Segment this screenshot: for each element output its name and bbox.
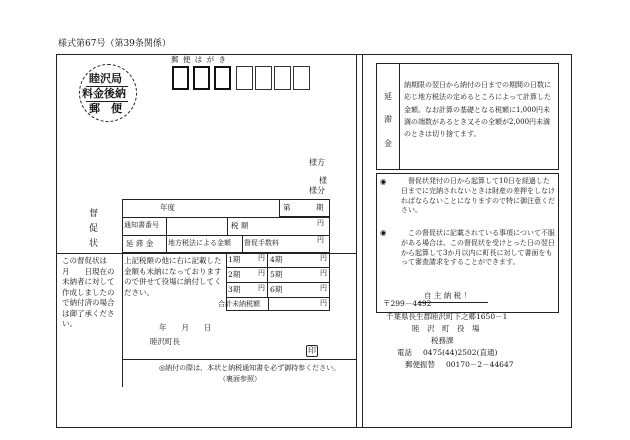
tax-amount-label: 税 額 xyxy=(231,221,249,230)
total-unpaid-label: 合計未納税額 xyxy=(218,300,260,308)
notice-label-char-1: 督 xyxy=(89,209,99,219)
period-grid-col xyxy=(267,253,268,297)
notice-label-char-2: 促 xyxy=(89,224,99,234)
late-fee-char-1: 延 xyxy=(384,92,392,101)
period-5-unit: 円 xyxy=(320,269,327,277)
transfer-account: 00170－2－44647 xyxy=(446,360,514,369)
period-3-label: 3期 xyxy=(228,285,241,294)
issue-date: 年 月 日 xyxy=(159,323,212,332)
period-grid-row-3 xyxy=(226,297,330,298)
footer-note: ◎納付の際は、本状と納税通知書を必ず御持参ください。 xyxy=(159,364,341,372)
period-2-unit: 円 xyxy=(258,269,265,277)
late-fee-desc: 地方税法による金額 xyxy=(168,239,231,247)
zip-box-1 xyxy=(172,66,189,90)
period-1-label: 1期 xyxy=(228,255,241,264)
mayor-name: 睦沢町長 xyxy=(150,337,180,346)
period-ki: 期 xyxy=(316,203,324,212)
honorific-samabun: 様分 xyxy=(309,186,325,195)
period-6-unit: 円 xyxy=(320,284,327,292)
fold-line-left xyxy=(356,54,357,428)
bullet-2-text: この督促状に記載されている事項について不服がある場合は、この督促状を受けとった日の翌日から起算して3か月以内に町長に対して書面をもって審査請求をすることができます。 xyxy=(401,229,555,267)
motto-text: 自 主 納 税 ！ xyxy=(424,291,472,300)
form-id: 様式第67号（第39条関係） xyxy=(58,39,171,49)
phone-label: 電話 xyxy=(397,348,412,357)
bullet-1-icon: ◉ xyxy=(380,177,387,186)
zip-code: 〒299－4492 xyxy=(383,299,432,308)
total-grid-col xyxy=(268,297,269,311)
office-name: 睦 沢 町 役 場 xyxy=(412,324,480,333)
total-unpaid-unit: 円 xyxy=(320,299,327,307)
transfer-label: 郵便振替 xyxy=(405,360,435,369)
period-3-unit: 円 xyxy=(258,284,265,292)
zip-box-5 xyxy=(255,66,272,90)
stamp-rule-2 xyxy=(86,101,128,102)
footer-separator xyxy=(122,359,356,360)
honorific-samakata: 様方 xyxy=(309,158,325,167)
fee-unit: 円 xyxy=(317,236,324,244)
late-fee-char-2: 滞 xyxy=(384,115,392,124)
stamp-line-3: 郵 便 xyxy=(89,102,122,115)
zip-box-7 xyxy=(293,66,310,90)
notice-col-line-1 xyxy=(166,217,167,253)
late-fee-char-3: 金 xyxy=(384,139,392,148)
stamp-line-1: 睦沢局 xyxy=(89,72,122,85)
period-4-label: 4期 xyxy=(270,255,283,264)
period-6-label: 6期 xyxy=(270,285,283,294)
period-grid-row-1 xyxy=(226,267,330,268)
middle-note: 上記税額の他に右に記載した金額も未納になっておりますので併せて役場に納付してください。 xyxy=(124,256,222,297)
zip-box-2 xyxy=(193,66,210,90)
period-4-unit: 円 xyxy=(320,254,327,262)
bullet-1-text: 督促状発付の日から起算して10日を経過した日までに完納されないときは財産の差押をしなければならないことになりますので特に御注意ください。 xyxy=(401,177,555,215)
period-dai: 第 xyxy=(283,203,291,212)
fee-label: 督促手数料 xyxy=(244,239,279,247)
zip-box-3 xyxy=(214,66,231,90)
notice-row-line-1 xyxy=(122,217,330,218)
period-1-unit: 円 xyxy=(258,254,265,262)
zip-box-4 xyxy=(236,66,253,90)
phone-number: 0475(44)2502(直通) xyxy=(423,348,498,357)
year-label: 年度 xyxy=(160,203,175,212)
late-fee-box-divider xyxy=(399,63,400,170)
honorific-sama: 様 xyxy=(319,176,327,185)
period-grid-row-2 xyxy=(226,282,330,283)
zip-box-6 xyxy=(274,66,291,90)
late-fee-text: 納期限の翌日から納付の日までの期間の日数に応じ地方税法の定めるところによって計算した金額。なお計算の基礎となる税額に1,000円未満の端数があるとき又その全額が2,000円未満のときは切り捨てます。 xyxy=(404,81,551,138)
address: 千葉県長生郡睦沢町下之郷1650－1 xyxy=(386,312,508,321)
period-2-label: 2期 xyxy=(228,270,241,279)
stamp-line-2: 料金後納 xyxy=(82,87,126,100)
official-seal: 印 xyxy=(308,346,316,355)
notice-col-line-3 xyxy=(242,235,243,253)
notice-label-char-3: 状 xyxy=(89,239,99,249)
late-fee-label: 延 滞 金 xyxy=(126,239,154,248)
department: 税務課 xyxy=(431,336,454,345)
notice-col-line-2 xyxy=(227,217,228,235)
fold-line-right xyxy=(362,54,363,428)
stamp-rule-1 xyxy=(86,86,128,87)
footer-sub: （裏面参照） xyxy=(219,375,261,383)
tax-unit: 円 xyxy=(317,219,324,227)
left-note: この督促状は 月 日現在の未納者に対して作成しましたので納付済の場合は御了承ください。 xyxy=(62,256,122,328)
bullet-2-icon: ◉ xyxy=(380,228,387,237)
postcard-heading: 郵 便 は が き xyxy=(171,55,228,64)
notice-row-line-2 xyxy=(122,235,330,236)
lower-left-divider xyxy=(122,253,123,387)
postage-stamp xyxy=(79,64,137,122)
notice-number-label: 通知書番号 xyxy=(124,221,159,229)
period-5-label: 5期 xyxy=(270,270,283,279)
